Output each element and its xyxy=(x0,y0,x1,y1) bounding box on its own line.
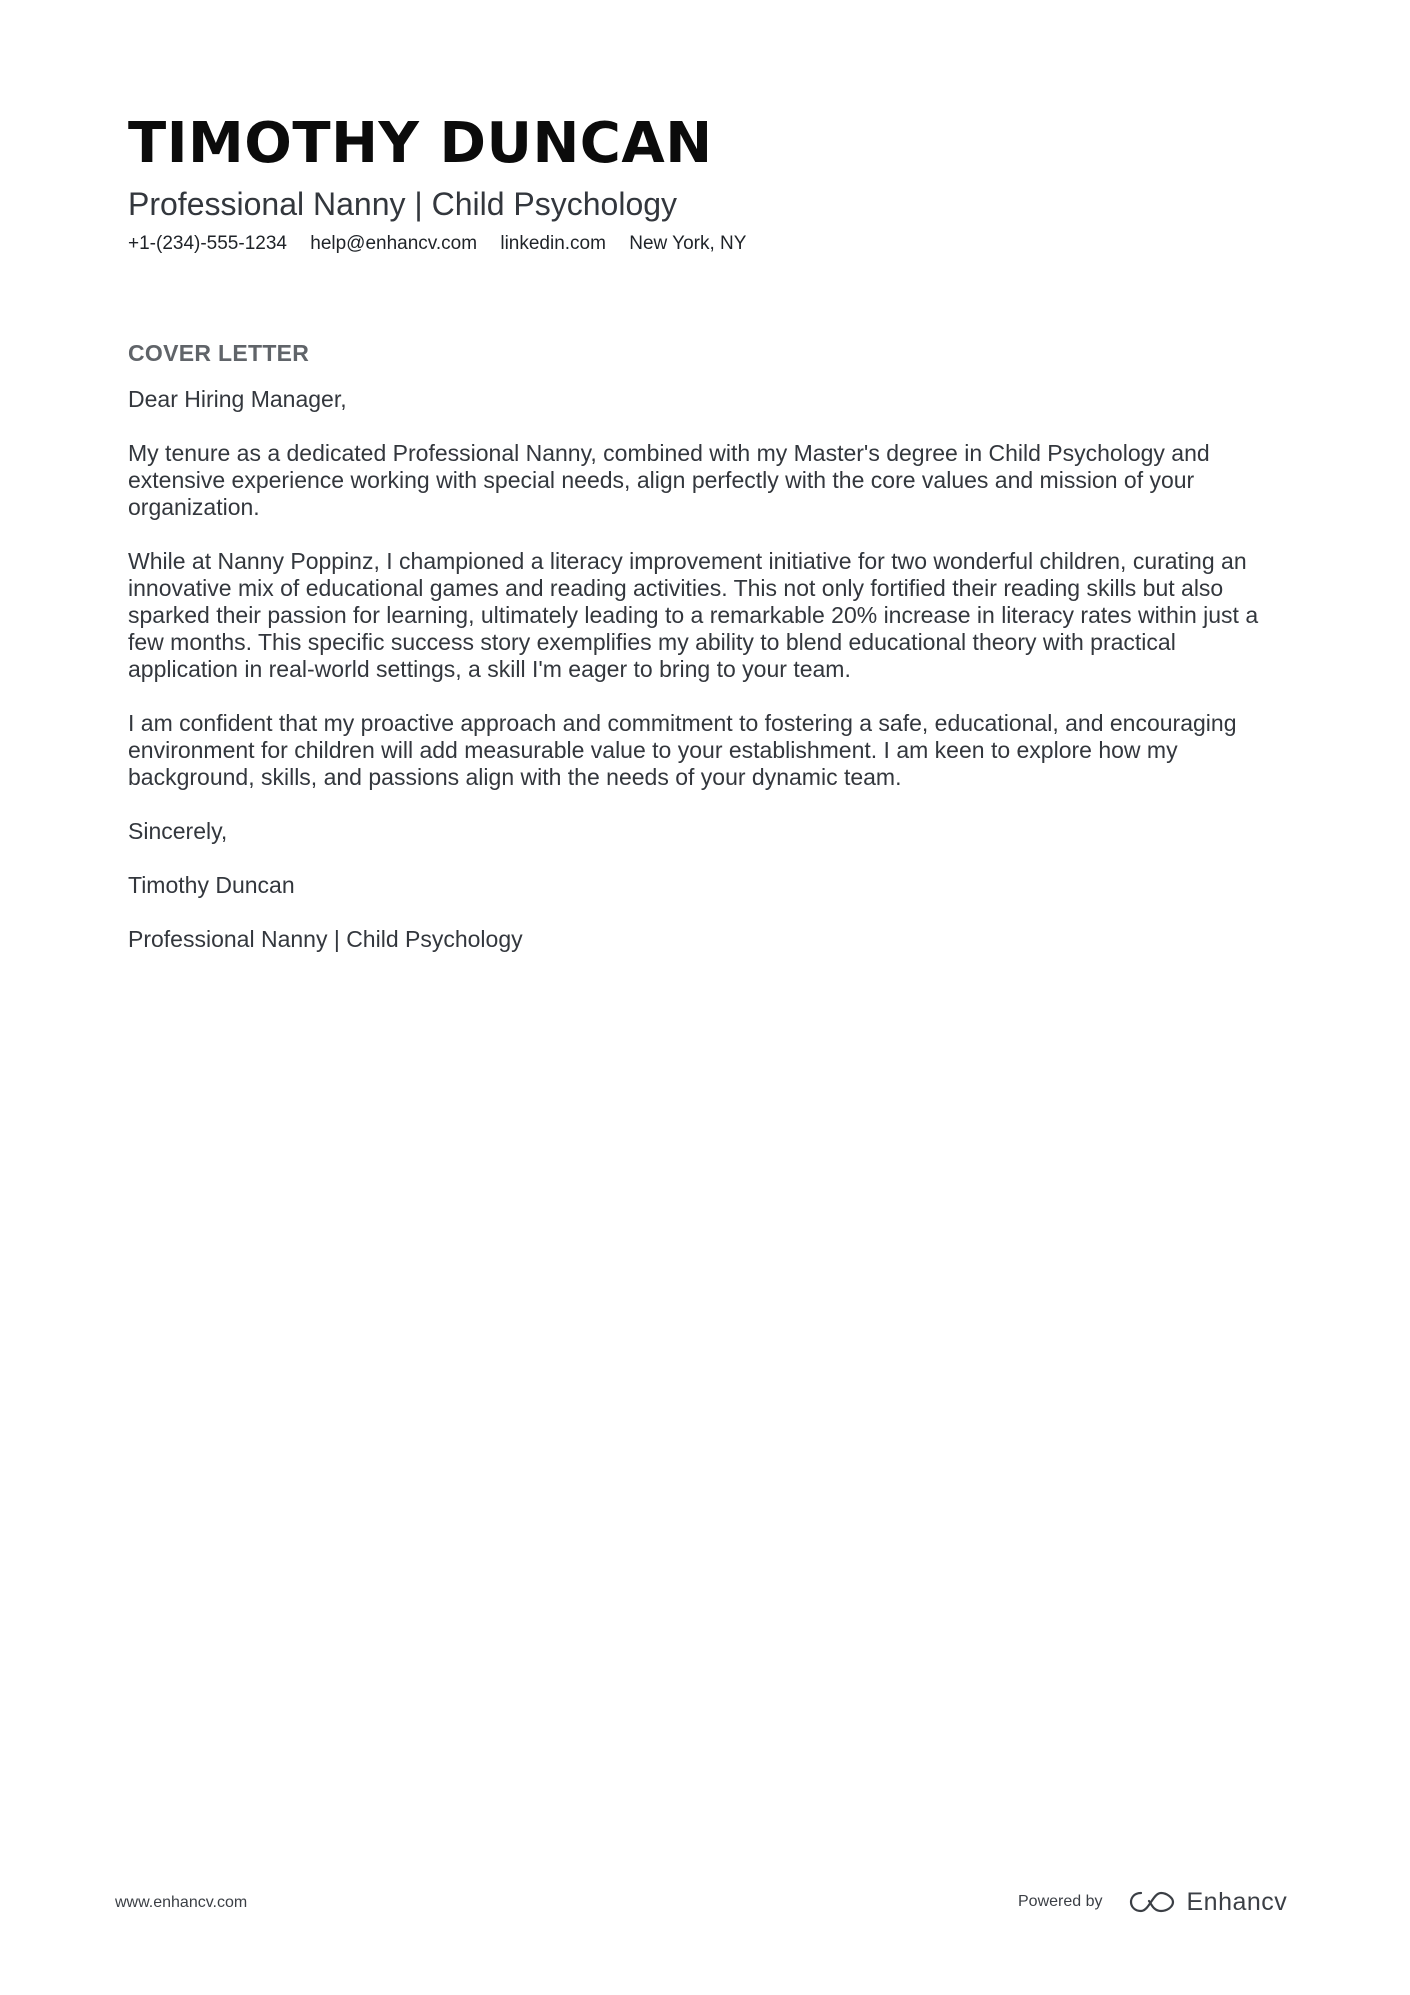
signature-title: Professional Nanny | Child Psychology xyxy=(128,926,523,952)
footer-website[interactable]: www.enhancv.com xyxy=(115,1894,248,1911)
footer-branding[interactable] xyxy=(1018,1880,1287,1924)
letter-paragraph: I am confident that my proactive approach and commitment to fostering a safe, educational, and encouraging environment for children will add measurable value to your establishment. I am keen to explore how my background, skills, and passions align with the needs of your dynamic team. xyxy=(128,710,1237,790)
contact-phone[interactable]: +1-(234)-555-1234 xyxy=(128,233,287,254)
contact-location: New York, NY xyxy=(629,233,747,254)
salutation: Dear Hiring Manager, xyxy=(128,386,347,412)
letter-paragraph: My tenure as a dedicated Professional Nanny, combined with my Master's degree in Child Psychology and extensive experience working with special needs, align perfectly with the core values and mission of your organization. xyxy=(128,440,1210,520)
applicant-headline: Professional Nanny | Child Psychology xyxy=(128,186,678,222)
section-title: COVER LETTER xyxy=(128,340,310,366)
cover-letter-page xyxy=(128,110,1288,980)
contact-info xyxy=(128,232,1288,256)
powered-by-label: Powered by xyxy=(1018,1893,1103,1910)
brand-name: Enhancv xyxy=(1186,1887,1288,1916)
applicant-name: TIMOTHY DUNCAN xyxy=(128,111,713,176)
contact-linkedin[interactable]: linkedin.com xyxy=(500,233,606,254)
signature-name: Timothy Duncan xyxy=(128,872,295,898)
letter-body xyxy=(128,386,1288,953)
contact-email[interactable]: help@enhancv.com xyxy=(310,233,478,254)
closing: Sincerely, xyxy=(128,818,228,844)
letter-paragraph: While at Nanny Poppinz, I championed a literacy improvement initiative for two wonderful children, curating an innovative mix of educational games and reading activities. This not only fortified their reading skills but also sparked their passion for learning, ultimately leading to a remarkable 20% increase in literacy rates within just a few months. This specific success story exemplifies my ability to blend educational theory with practical application in real-world settings, a skill I'm eager to bring to your team. xyxy=(128,548,1259,682)
enhancv-logo-icon xyxy=(1129,1889,1175,1915)
